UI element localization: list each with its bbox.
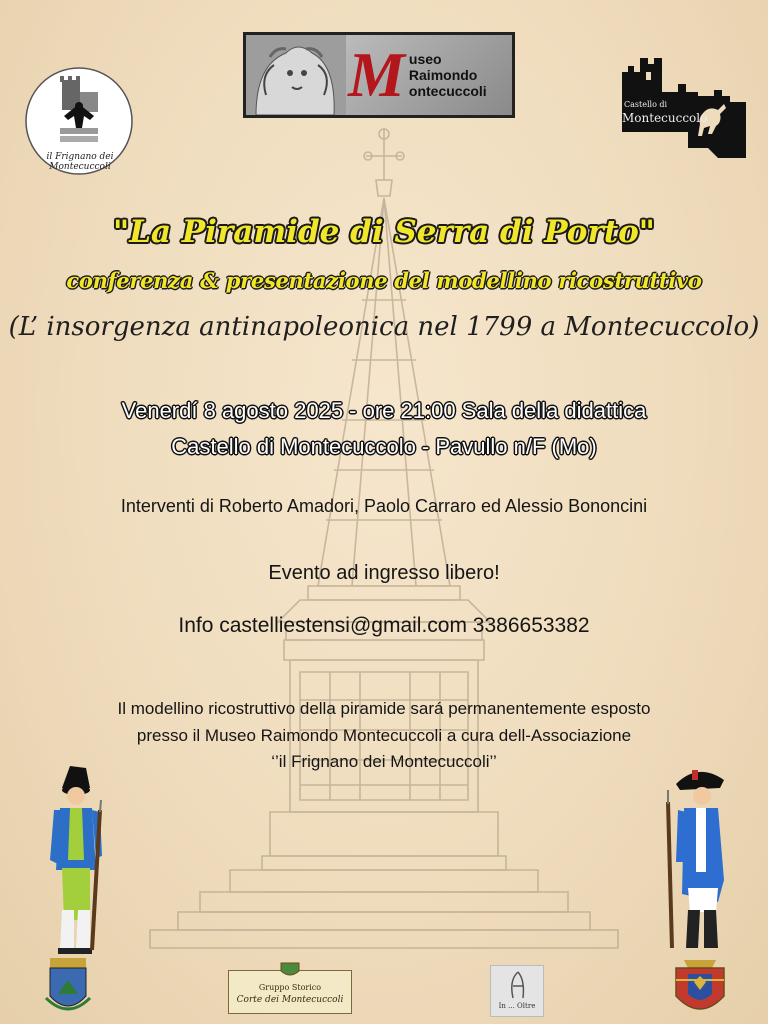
museo-logo-line: useo xyxy=(408,51,442,67)
pavullo-coat-of-arms-icon xyxy=(44,958,92,1018)
museo-logo-initial: M xyxy=(348,39,405,110)
event-date-time: Venerdí 8 agosto 2025 - ore 21:00 Sala della didattica xyxy=(121,398,647,423)
gruppo-storico-logo xyxy=(228,970,352,1014)
in-oltre-logo xyxy=(490,965,544,1017)
note-line: presso il Museo Raimondo Montecuccoli a cura dell-Associazione xyxy=(136,726,632,745)
free-entry-text: Evento ad ingresso libero! xyxy=(268,562,500,584)
castello-caption-small: Castello di xyxy=(624,100,668,109)
castello-caption-large: Montecuccolo xyxy=(622,111,708,125)
gruppo-storico-line2: Corte dei Montecuccoli xyxy=(236,995,344,1005)
note-line: Il modellino ricostruttivo della piramide sará permanentemente esposto xyxy=(117,699,651,718)
event-title: "La Piramide di Serra di Porto" xyxy=(113,214,655,250)
museo-logo-line: Raimondo xyxy=(408,67,478,83)
frignano-logo-caption: il Frignano dei Montecuccoli xyxy=(46,152,114,172)
in-oltre-text: In ... Oltre xyxy=(498,1002,536,1010)
event-subtitle: conferenza & presentazione del modellino ricostruttivo xyxy=(66,268,702,293)
contact-info: Info castelliestensi@gmail.com 3386653382 xyxy=(178,614,590,637)
event-location: Castello di Montecuccolo - Pavullo n/F (Mo) xyxy=(171,434,597,459)
note-line: ‘’il Frignano dei Montecuccoli’’ xyxy=(271,752,497,771)
speakers-text: Interventi di Roberto Amadori, Paolo Carraro ed Alessio Bononcini xyxy=(120,496,648,516)
gruppo-storico-line1: Gruppo Storico xyxy=(258,983,322,992)
figure-sketch-icon xyxy=(505,970,531,1000)
bust-icon xyxy=(246,35,346,115)
frignano-logo xyxy=(24,66,134,176)
museo-logo-text xyxy=(409,51,487,99)
crest-icon xyxy=(279,961,301,979)
right-soldier-figure xyxy=(658,762,738,956)
castello-logo xyxy=(618,52,748,160)
left-soldier-figure xyxy=(40,760,116,956)
montecuccoli-coat-of-arms-icon xyxy=(674,960,726,1020)
event-theme: (L’ insorgenza antinapoleonica nel 1799 a Montecuccolo) xyxy=(8,312,760,342)
museo-logo-line: ontecuccoli xyxy=(408,83,487,99)
museo-montecuccoli-logo xyxy=(243,32,515,118)
